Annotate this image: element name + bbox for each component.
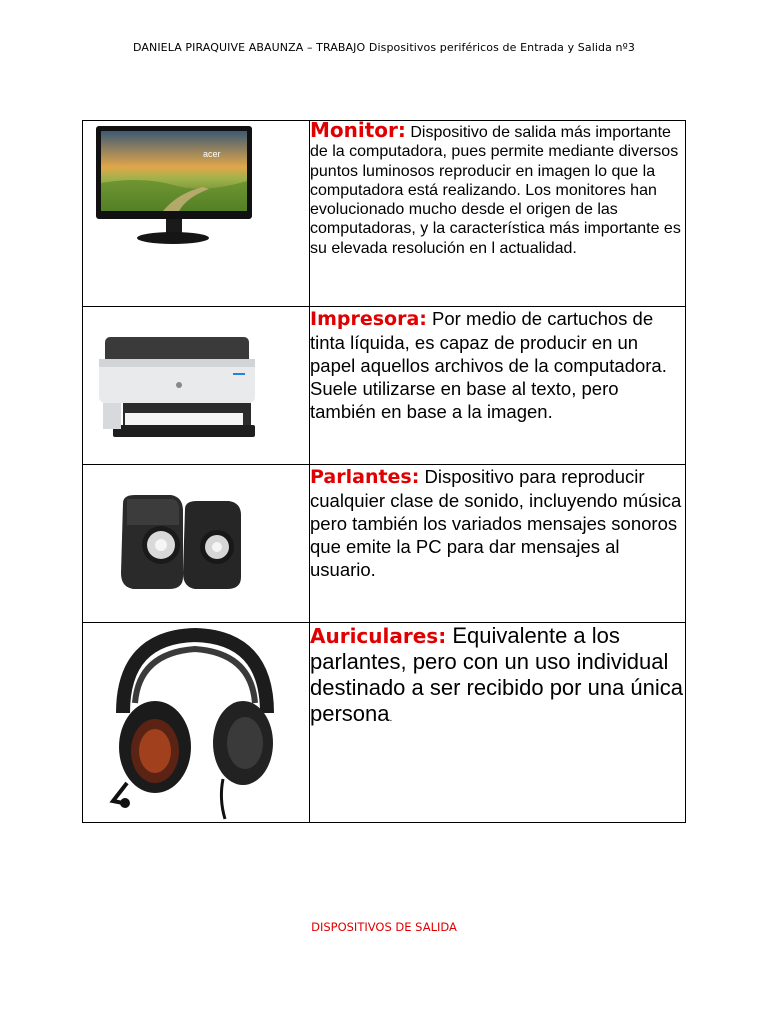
term-label: Auriculares: — [310, 624, 447, 648]
table-row — [83, 121, 686, 307]
headphones-icon — [83, 623, 309, 823]
speakers-icon — [83, 465, 309, 623]
headphones-image-cell — [83, 623, 310, 823]
term-label: Parlantes: — [310, 466, 420, 488]
table-row — [83, 465, 686, 623]
table-row — [83, 623, 686, 823]
devices-table — [82, 120, 686, 823]
headphones-description-cell — [310, 623, 686, 823]
printer-image-cell — [83, 307, 310, 465]
speakers-image-cell — [83, 465, 310, 623]
description-text: Dispositivo de salida más importante de la computadora, pues permite mediante diversos puntos luminosos reproducir en imagen lo que la computadora está realizando. Los monitores han evolucionado mucho desde el origen de las computadoras, y la característica más importante es su elevada resolución en l actualidad. — [310, 124, 681, 257]
page-footer: DISPOSITIVOS DE SALIDA — [311, 920, 457, 934]
table-row — [83, 307, 686, 465]
description-text: Por medio de cartuchos de tinta líquida, es capaz de producir en un papel aquellos archivos de la computadora. Suele utilizarse en base al texto, pero también en base a la imagen. — [310, 308, 667, 422]
speakers-description-cell — [310, 465, 686, 623]
term-label: Impresora: — [310, 308, 427, 330]
trailing-dot: . — [389, 713, 393, 724]
monitor-image-cell — [83, 121, 310, 307]
printer-description-cell — [310, 307, 686, 465]
description-text: Equivalente a los parlantes, pero con un uso individual destinado a ser recibido por una única persona — [310, 623, 684, 726]
printer-icon — [83, 307, 309, 465]
page-header: DANIELA PIRAQUIVE ABAUNZA – TRABAJO Dispositivos periféricos de Entrada y Salida nº3 — [132, 41, 636, 54]
monitor-brand-text: acer — [203, 149, 221, 159]
description-text: Dispositivo para reproducir cualquier clase de sonido, incluyendo música pero también los variados mensajes sonoros que emite la PC para dar mensajes al usuario. — [310, 466, 682, 580]
monitor-icon — [83, 121, 309, 307]
term-label: Monitor: — [310, 118, 406, 142]
monitor-description-cell — [310, 118, 686, 307]
